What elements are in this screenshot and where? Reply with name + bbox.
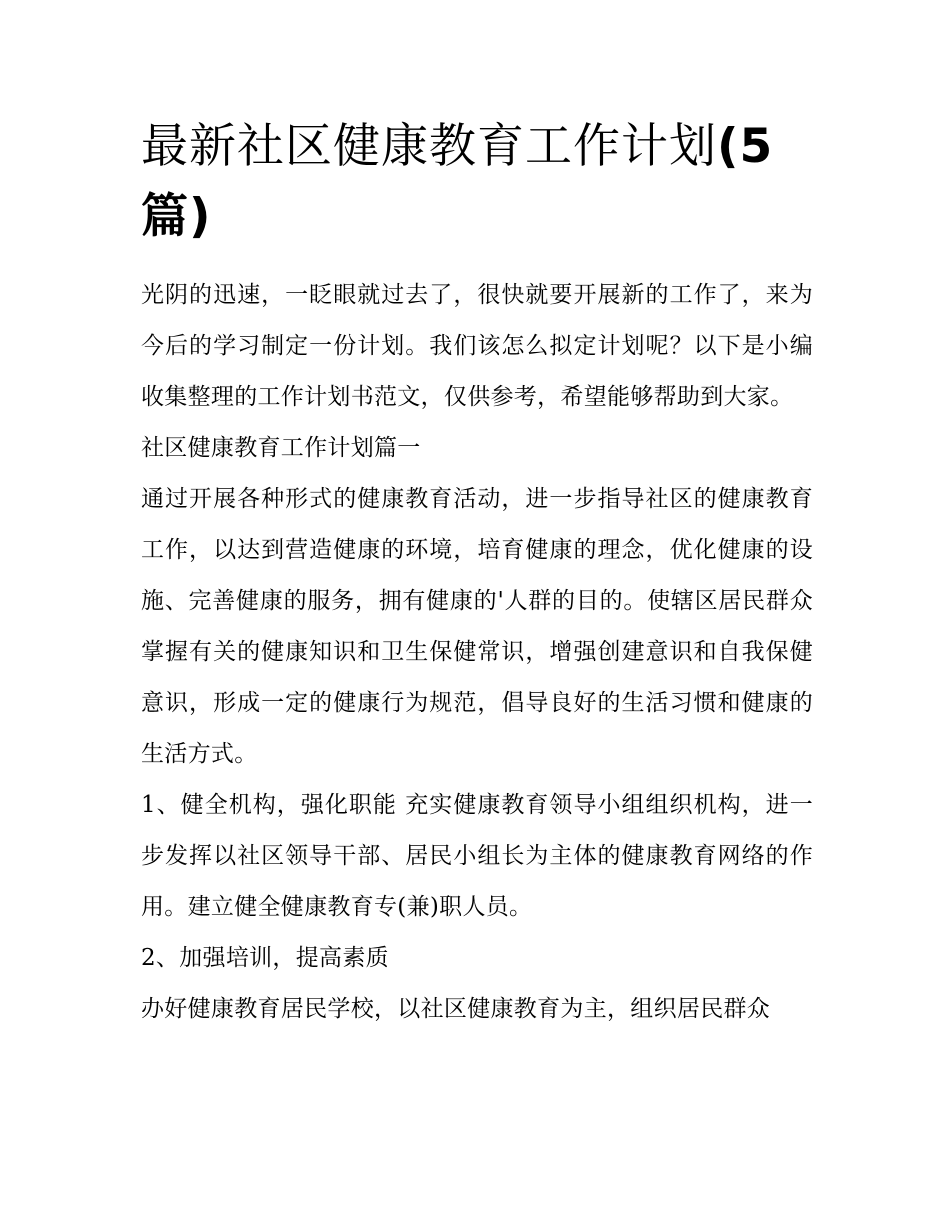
item-1-paragraph: 1、健全机构，强化职能 充实健康教育领导小组组织机构，进一步发挥以社区领导干部、居民小组长为主体的健康教育网络的作用。建立健全健康教育专(兼)职人员。 <box>141 792 813 920</box>
item-2-heading: 2、加强培训，提高素质 <box>141 945 389 971</box>
document-title <box>141 112 813 252</box>
section-heading-part-one: 社区健康教育工作计划篇一 <box>141 435 421 461</box>
intro-paragraph: 光阴的迅速，一眨眼就过去了，很快就要开展新的工作了，来为今后的学习制定一份计划。我们该怎么拟定计划呢？以下是小编收集整理的工作计划书范文，仅供参考，希望能够帮助到大家。 <box>141 282 813 410</box>
purpose-paragraph: 通过开展各种形式的健康教育活动，进一步指导社区的健康教育工作，以达到营造健康的环境，培育健康的理念，优化健康的设施、完善健康的服务，拥有健康的'人群的目的。使辖区居民群众掌握有关的健康知识和卫生保健常识，增强创建意识和自我保健意识，形成一定的健康行为规范，倡导良好的生活习惯和健康的生活方式。 <box>141 486 813 767</box>
title-main: 最新社区健康教育工作计划 <box>141 119 717 174</box>
document-body <box>141 112 813 1035</box>
item-2-paragraph: 办好健康教育居民学校，以社区健康教育为主，组织居民群众 <box>141 996 771 1022</box>
title-tail: (5篇) <box>141 119 774 244</box>
